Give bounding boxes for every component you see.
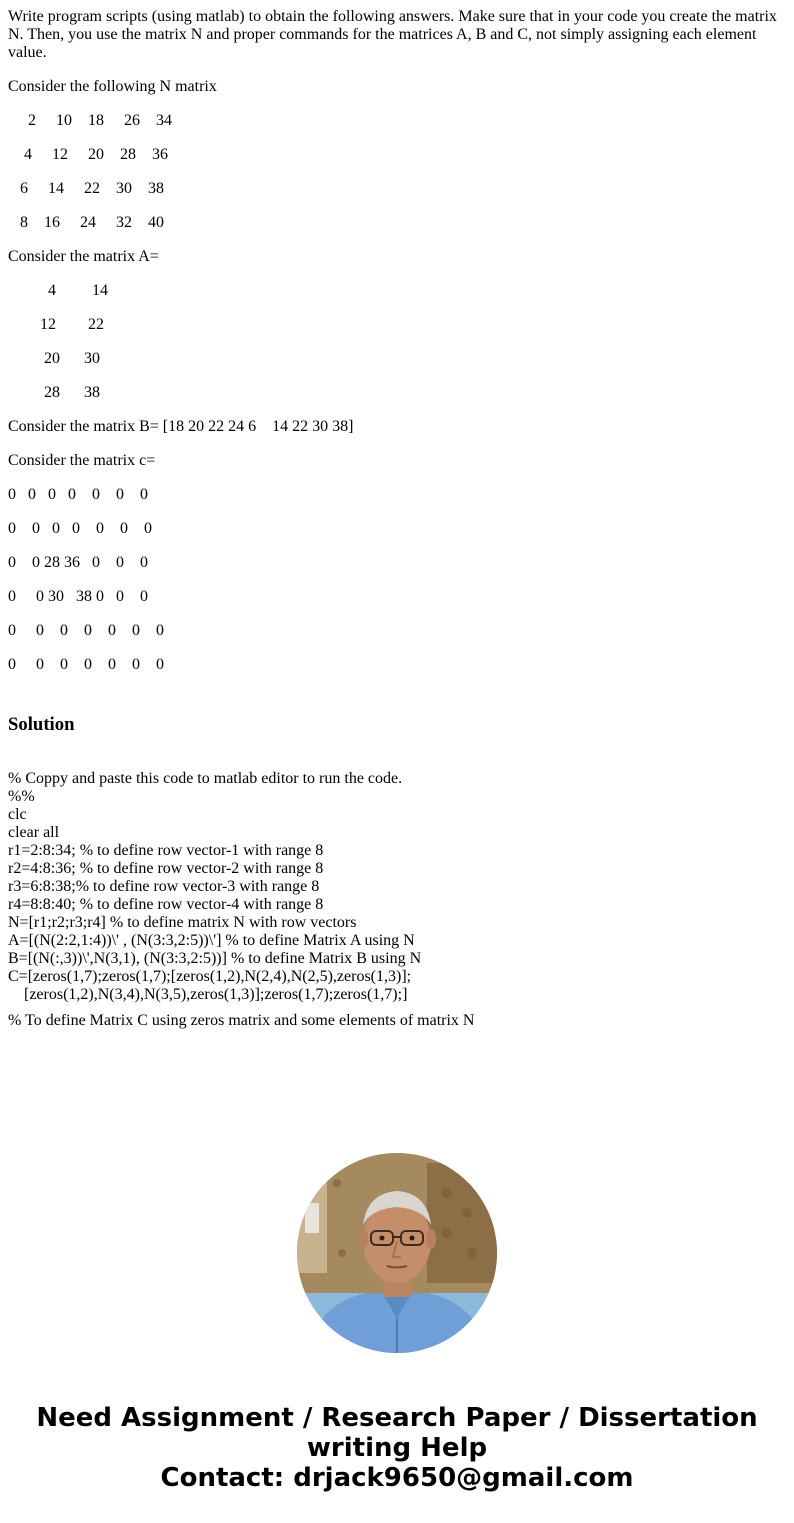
c-matrix-row: 0 0 28 36 0 0 0: [8, 554, 148, 571]
n-matrix-label: Consider the following N matrix: [8, 78, 217, 95]
code-line: B=[(N(:,3))\',N(3,1), (N(3:3,2:5))] % to define Matrix B using N: [8, 950, 422, 967]
c-matrix-row: 0 0 0 0 0 0 0: [8, 622, 164, 639]
c-matrix-row: 0 0 0 0 0 0 0: [8, 486, 148, 503]
c-matrix-row: 0 0 0 0 0 0 0: [8, 656, 164, 673]
solution-comment: % To define Matrix C using zeros matrix and some elements of matrix N: [8, 1012, 475, 1029]
code-line: N=[r1;r2;r3;r4] % to define matrix N with row vectors: [8, 914, 357, 931]
a-matrix-row: 28 38: [8, 384, 100, 401]
solution-code: [8, 770, 786, 1004]
a-matrix-label: Consider the matrix A=: [8, 248, 159, 265]
code-line: clc: [8, 806, 27, 823]
question-intro: Write program scripts (using matlab) to obtain the following answers. Make sure that in your code you create the matrix N. Then, you use the matrix N and proper commands for the matrices A, B and C, not simply assigning each element value.: [8, 8, 777, 61]
code-line: r3=6:8:38;% to define row vector-3 with range 8: [8, 878, 320, 895]
portrait-image: [297, 1153, 497, 1353]
footer-contact: Contact: drjack9650@gmail.com: [160, 1463, 634, 1493]
code-line: A=[(N(2:2,1:4))\' , (N(3:3,2:5))\'] % to define Matrix A using N: [8, 932, 415, 949]
a-matrix-row: 20 30: [8, 350, 100, 367]
code-line: r1=2:8:34; % to define row vector-1 with range 8: [8, 842, 324, 859]
footer-line: writing Help: [306, 1433, 488, 1463]
code-line: % Coppy and paste this code to matlab editor to run the code.: [8, 770, 403, 787]
n-matrix-row: 6 14 22 30 38: [8, 180, 164, 197]
n-matrix-row: 2 10 18 26 34: [8, 112, 172, 129]
c-matrix-row: 0 0 30 38 0 0 0: [8, 588, 148, 605]
c-matrix-row: 0 0 0 0 0 0 0: [8, 520, 152, 537]
code-line: C=[zeros(1,7);zeros(1,7);[zeros(1,2),N(2,4),N(2,5),zeros(1,3)];: [8, 968, 412, 985]
code-line: r4=8:8:40; % to define row vector-4 with range 8: [8, 896, 324, 913]
footer-promo: [0, 1403, 794, 1493]
n-matrix-row: 4 12 20 28 36: [8, 146, 168, 163]
n-matrix-row: 8 16 24 32 40: [8, 214, 164, 231]
author-portrait: [297, 1153, 497, 1353]
a-matrix-row: 4 14: [8, 282, 108, 299]
a-matrix-row: 12 22: [8, 316, 104, 333]
code-line: [zeros(1,2),N(3,4),N(3,5),zeros(1,3)];zeros(1,7);zeros(1,7);]: [8, 986, 408, 1003]
solution-heading: Solution: [8, 714, 75, 735]
b-matrix-label: Consider the matrix B= [18 20 22 24 6 14 22 30 38]: [8, 418, 354, 435]
code-line: r2=4:8:36; % to define row vector-2 with range 8: [8, 860, 324, 877]
c-matrix-label: Consider the matrix c=: [8, 452, 156, 469]
code-line: %%: [8, 788, 35, 805]
document: [8, 8, 786, 1046]
code-line: clear all: [8, 824, 60, 841]
footer-line: Need Assignment / Research Paper / Dissertation: [36, 1403, 758, 1433]
